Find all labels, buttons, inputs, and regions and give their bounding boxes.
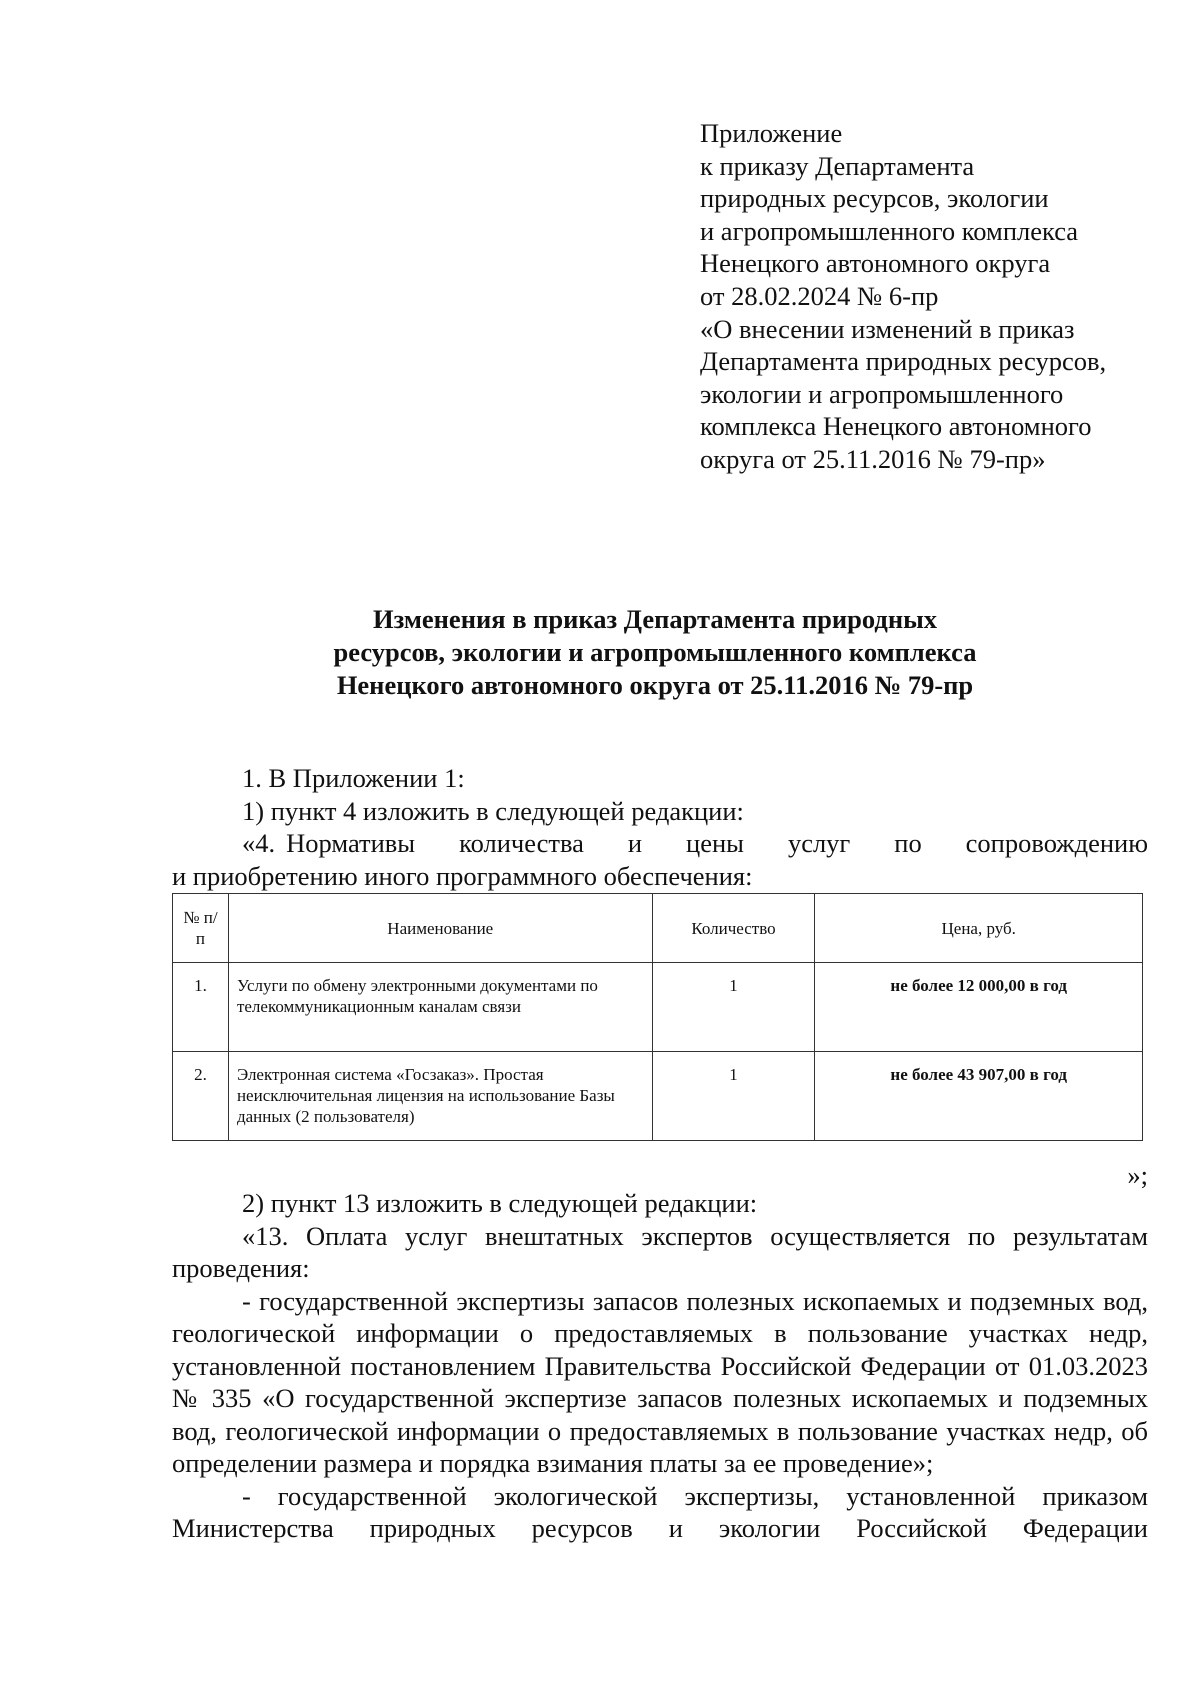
row-price: не более 12 000,00 в год <box>815 963 1143 1052</box>
appendix-line: от 28.02.2024 № 6-пр <box>700 280 939 311</box>
appendix-line: экологии и агропромышленного <box>700 378 1064 409</box>
header-qty: Количество <box>652 894 815 963</box>
appendix-line: «О внесении изменений в приказ <box>700 313 1075 344</box>
item-2: 2) пункт 13 изложить в следующей редакции: <box>242 1188 758 1218</box>
appendix-line: природных ресурсов, экологии <box>700 183 1049 214</box>
header-name: Наименование <box>228 894 652 963</box>
appendix-line: округа от 25.11.2016 № 79-пр» <box>700 443 1046 474</box>
item-1-text-line2: и приобретению иного программного обеспечения: <box>172 860 753 891</box>
paragraph-13: «13. Оплата услуг внештатных экспертов осуществляется по результатам проведения: <box>172 1220 1148 1283</box>
row-qty: 1 <box>652 1052 815 1141</box>
header-price: Цена, руб. <box>815 894 1143 963</box>
table-row <box>173 1052 1143 1141</box>
row-name: Электронная система «Госзаказ». Простая неисключительная лицензия на использование Базы данных (2 пользователя) <box>228 1052 652 1141</box>
table-row <box>173 963 1143 1052</box>
row-price: не более 43 907,00 в год <box>815 1052 1143 1141</box>
appendix-line: Ненецкого автономного округа <box>700 248 1051 279</box>
appendix-line: комплекса Ненецкого автономного <box>700 411 1092 442</box>
item-1-text-line1: «4. Нормативы количества и цены услуг по сопровождению <box>242 828 1148 858</box>
section-1 <box>172 762 1148 892</box>
title-line: Изменения в приказ Департамента природных <box>372 604 938 634</box>
section-1-heading: 1. В Приложении 1: <box>242 763 465 793</box>
table-header-row <box>173 894 1143 963</box>
norms-table <box>172 893 1143 1141</box>
appendix-line: к приказу Департамента <box>700 150 975 181</box>
appendix-line: Приложение <box>700 118 843 148</box>
bullet-2: - государственной экологической экспертизы, установленной приказом Министерства природных ресурсов и экологии Российской Федерации <box>172 1480 1148 1543</box>
row-num: 2. <box>173 1052 229 1141</box>
item-1: 1) пункт 4 изложить в следующей редакции: <box>242 795 744 826</box>
row-num: 1. <box>173 963 229 1052</box>
appendix-line: Департамента природных ресурсов, <box>700 346 1107 377</box>
row-qty: 1 <box>652 963 815 1052</box>
row-name: Услуги по обмену электронными документами по телекоммуникационным каналам связи <box>228 963 652 1052</box>
title-line: Ненецкого автономного округа от 25.11.2016 № 79-пр <box>336 670 974 700</box>
section-2 <box>172 1187 1148 1545</box>
appendix-line: и агропромышленного комплекса <box>700 215 1079 246</box>
header-num: № п/п <box>173 894 229 963</box>
table-close-quote: »; <box>1127 1160 1148 1190</box>
document-title <box>160 603 1150 702</box>
bullet-1: - государственной экспертизы запасов полезных ископаемых и подземных вод, геологической информации о предоставляемых в пользование участках недр, установленной постановлением Правительства Российской Федерации от 01.03.2023 № 335 «О государственной экспертизе запасов полезных ископаемых и подземных вод, геологической информации о предоставляемых в пользование участках недр, об определении размера и порядка взимания платы за ее проведение»; <box>172 1285 1148 1478</box>
title-line: ресурсов, экологии и агропромышленного комплекса <box>333 637 977 667</box>
appendix-header <box>700 117 1170 476</box>
